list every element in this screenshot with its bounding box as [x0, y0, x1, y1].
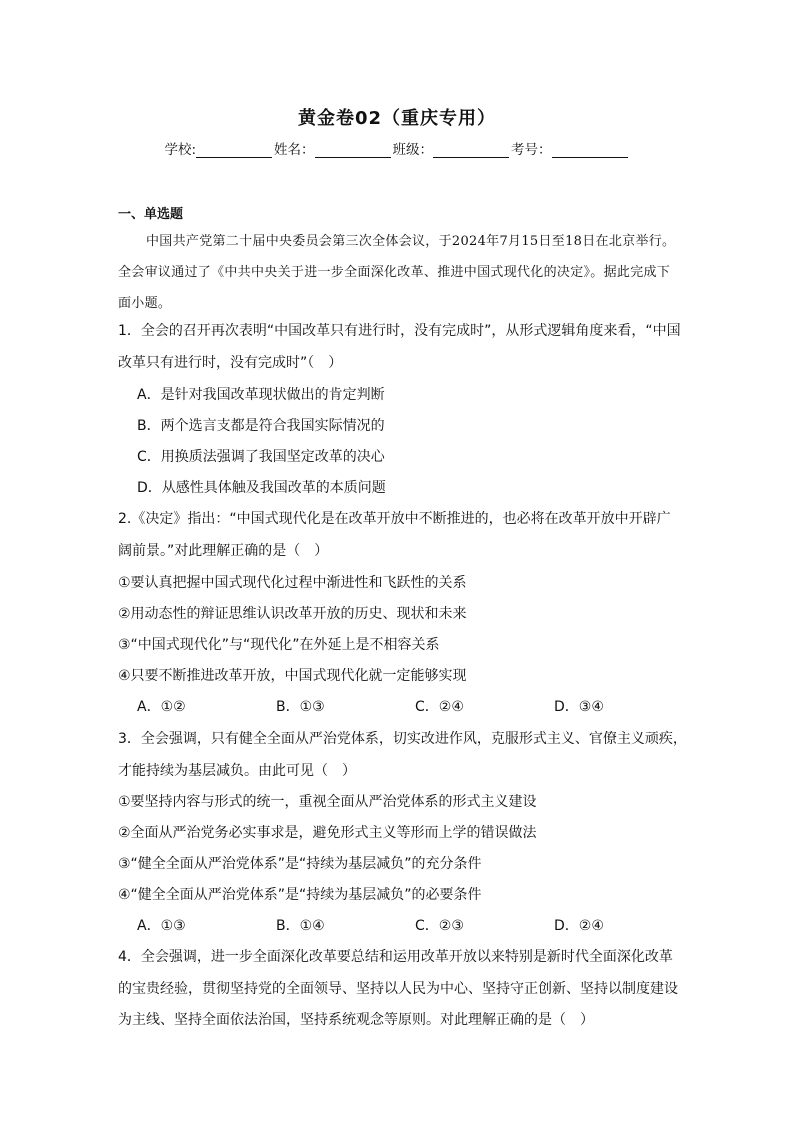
- q2-options-row: [137, 696, 697, 716]
- q2-option-c[interactable]: C．②④: [415, 699, 464, 715]
- q2-statement-3: ③“中国式现代化”与“现代化”在外延上是不相容关系: [118, 637, 440, 653]
- q3-stem-line2: 才能持续为基层减负。由此可见（ ）: [118, 763, 356, 779]
- class-blank[interactable]: [433, 143, 509, 158]
- q3-statement-2: ②全面从严治党务必实事求是，避免形式主义等形而上学的错误做法: [118, 825, 537, 841]
- q4-stem-line1: 4．全会强调，进一步全面深化改革要总结和运用改革开放以来特别是新时代全面深化改革: [118, 949, 673, 965]
- school-blank[interactable]: [196, 143, 272, 158]
- q2-statement-1: ①要认真把握中国式现代化过程中渐进性和飞跃性的关系: [118, 575, 467, 591]
- q3-option-d[interactable]: D．②④: [554, 918, 604, 934]
- q4-stem-line3: 为主线、坚持全面依法治国，坚持系统观念等原则。对此理解正确的是（ ）: [118, 1012, 594, 1028]
- q3-options-row: [137, 915, 697, 935]
- q1-stem-line1: 1．全会的召开再次表明“中国改革只有进行时，没有完成时”，从形式逻辑角度来看，“中国: [118, 323, 681, 339]
- q2-option-b[interactable]: B．①③: [276, 699, 325, 715]
- section-heading: 一、单选题: [118, 207, 184, 222]
- q3-statement-3: ③“健全全面从严治党体系”是“持续为基层减负”的充分条件: [118, 856, 482, 872]
- exam-no-label: 考号：: [511, 142, 552, 158]
- q1-option-b[interactable]: B．两个选言支都是符合我国实际情况的: [137, 418, 385, 434]
- q2-option-d[interactable]: D．③④: [554, 699, 604, 715]
- student-info-row: [0, 138, 794, 158]
- q1-option-a[interactable]: A．是针对我国改革现状做出的肯定判断: [137, 387, 385, 403]
- q3-option-b[interactable]: B．①④: [276, 918, 325, 934]
- exam-no-blank[interactable]: [552, 143, 628, 158]
- q2-statement-2: ②用动态性的辩证思维认识改革开放的历史、现状和未来: [118, 606, 467, 622]
- q1-stem-line2: 改革只有进行时，没有完成时”（ ）: [118, 355, 343, 371]
- q1-option-d[interactable]: D．从感性具体触及我国改革的本质问题: [137, 480, 386, 496]
- q3-option-c[interactable]: C．②③: [415, 918, 464, 934]
- q2-option-a[interactable]: A．①②: [137, 699, 186, 715]
- name-blank[interactable]: [315, 143, 391, 158]
- q3-stem-line1: 3．全会强调，只有健全全面从严治党体系，切实改进作风，克服形式主义、官僚主义顽疾，: [118, 731, 687, 747]
- q3-option-a[interactable]: A．①③: [137, 918, 186, 934]
- q3-statement-1: ①要坚持内容与形式的统一，重视全面从严治党体系的形式主义建设: [118, 794, 537, 810]
- school-label: 学校:: [164, 142, 197, 158]
- q2-stem-line1: 2.《决定》指出：“中国式现代化是在改革开放中不断推进的，也必将在改革开放中开辟广: [118, 511, 671, 527]
- q1-option-c[interactable]: C．用换质法强调了我国坚定改革的决心: [137, 449, 385, 465]
- q3-statement-4: ④“健全全面从严治党体系”是“持续为基层减负”的必要条件: [118, 887, 482, 903]
- q2-statement-4: ④只要不断推进改革开放，中国式现代化就一定能够实现: [118, 668, 467, 684]
- reading-material: 中国共产党第二十届中央委员会第三次全体会议，于2024年7月15日至18日在北京举行。全会审议通过了《中共中央关于进一步全面深化改革、推进中国式现代化的决定》。据此完成下面小题。: [118, 234, 676, 311]
- page-title: 黄金卷02（重庆专用）: [297, 108, 497, 129]
- q4-stem-line2: 的宝贵经验，贯彻坚持党的全面领导、坚持以人民为中心、坚持守正创新、坚持以制度建设: [118, 981, 678, 997]
- name-label: 姓名：: [274, 142, 315, 158]
- class-label: 班级：: [392, 142, 434, 158]
- q2-stem-line2: 阔前景。”对此理解正确的是（ ）: [118, 543, 329, 559]
